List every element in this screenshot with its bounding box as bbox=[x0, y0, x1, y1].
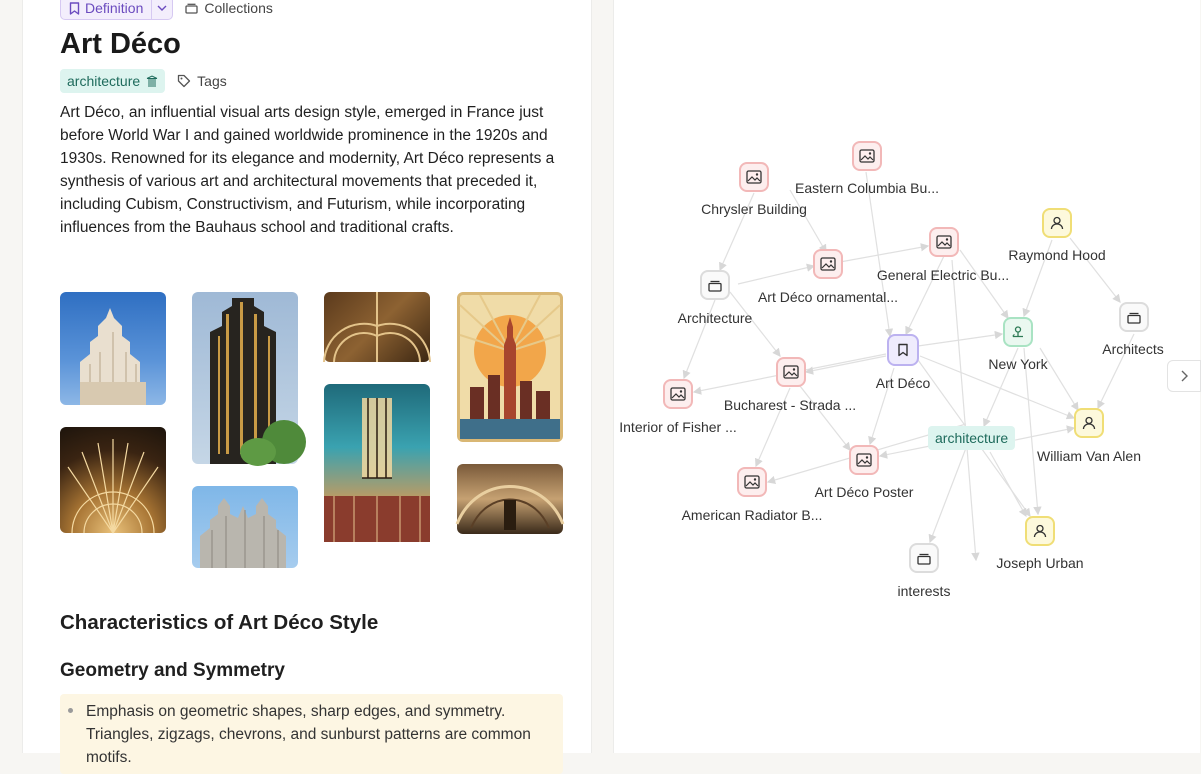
graph-label-interests: interests bbox=[897, 583, 951, 599]
person-icon bbox=[1033, 524, 1047, 538]
graph-node-ornamental[interactable] bbox=[813, 249, 843, 279]
image-icon bbox=[744, 475, 760, 489]
graph-node-chrysler[interactable] bbox=[739, 162, 769, 192]
image-icon bbox=[936, 235, 952, 249]
graph-label-bucharest: Bucharest - Strada ... bbox=[723, 397, 857, 413]
graph-node-general-electric[interactable] bbox=[929, 227, 959, 257]
subsection-heading: Geometry and Symmetry bbox=[60, 660, 285, 681]
graph-label-william-van-alen: William Van Alen bbox=[1036, 448, 1142, 464]
collection-icon bbox=[708, 279, 722, 292]
graph-label-eastern-columbia: Eastern Columbia Bu... bbox=[795, 180, 939, 196]
graph-collapse-button[interactable] bbox=[1167, 360, 1201, 392]
graph-node-eastern-columbia[interactable] bbox=[852, 141, 882, 171]
chevron-right-icon bbox=[1180, 370, 1188, 382]
section-heading: Characteristics of Art Déco Style bbox=[60, 611, 379, 634]
image-icon bbox=[746, 170, 762, 184]
bullet-text: Emphasis on geometric shapes, sharp edges, and symmetry. Triangles, zigzags, chevrons, and sunburst patterns are common motifs. bbox=[86, 703, 531, 766]
graph-label-joseph-urban: Joseph Urban bbox=[996, 555, 1084, 571]
graph-label-architecture-collection: Architecture bbox=[677, 310, 753, 326]
person-icon bbox=[1082, 416, 1096, 430]
tags-label: Tags bbox=[197, 73, 227, 89]
graph-label-new-york: New York bbox=[988, 356, 1048, 372]
graph-node-bucharest[interactable] bbox=[776, 357, 806, 387]
graph-label-chrysler: Chrysler Building bbox=[701, 201, 807, 217]
location-pin-icon bbox=[1011, 325, 1025, 339]
collections-label: Collections bbox=[204, 0, 273, 16]
graph-node-architects-collection[interactable] bbox=[1119, 302, 1149, 332]
graph-node-william-van-alen[interactable] bbox=[1074, 408, 1104, 438]
graph-node-architecture-collection[interactable] bbox=[700, 270, 730, 300]
collection-icon bbox=[917, 552, 931, 565]
graph-label-architects-collection: Architects bbox=[1102, 341, 1164, 357]
bookmark-icon bbox=[897, 343, 909, 357]
person-icon bbox=[1050, 216, 1064, 230]
type-label: Definition bbox=[85, 0, 144, 16]
image-icon bbox=[856, 453, 872, 467]
graph-node-architecture-tag[interactable]: architecture bbox=[928, 426, 1015, 450]
graph-node-raymond-hood[interactable] bbox=[1042, 208, 1072, 238]
image-icon bbox=[670, 387, 686, 401]
image-icon bbox=[859, 149, 875, 163]
graph-label-ornamental: Art Déco ornamental... bbox=[757, 289, 899, 305]
page-title: Art Déco bbox=[60, 28, 181, 60]
graph-label-interior-fisher: Interior of Fisher ... bbox=[619, 419, 737, 435]
graph-label-raymond-hood: Raymond Hood bbox=[1008, 247, 1106, 263]
graph-node-joseph-urban[interactable] bbox=[1025, 516, 1055, 546]
description-paragraph: Art Déco, an influential visual arts design style, emerged in France just before World War I and gained worldwide prominence in the 1920s and 1930s. Renowned for its elegance and modernity, Art Déco represents a synthesis of various art and architectural movements that preceded it, including Cubism, Constructivism, and Futurism, while incorporating influences from the Bauhaus school and traditional crafts. bbox=[60, 104, 555, 236]
graph-label-art-deco: Art Déco bbox=[875, 375, 931, 391]
graph-node-new-york[interactable] bbox=[1003, 317, 1033, 347]
graph-node-interests-collection[interactable] bbox=[909, 543, 939, 573]
graph-label-american-radiator: American Radiator B... bbox=[681, 507, 823, 523]
graph-node-art-deco[interactable] bbox=[887, 334, 919, 366]
image-icon bbox=[783, 365, 799, 379]
tag-label: architecture bbox=[67, 73, 141, 89]
graph-label-art-deco-poster: Art Déco Poster bbox=[814, 484, 914, 500]
collection-icon bbox=[1127, 311, 1141, 324]
graph-node-interior-fisher[interactable] bbox=[663, 379, 693, 409]
graph-node-art-deco-poster[interactable] bbox=[849, 445, 879, 475]
graph-node-american-radiator[interactable] bbox=[737, 467, 767, 497]
graph-label-general-electric: General Electric Bu... bbox=[876, 267, 1010, 283]
image-icon bbox=[820, 257, 836, 271]
